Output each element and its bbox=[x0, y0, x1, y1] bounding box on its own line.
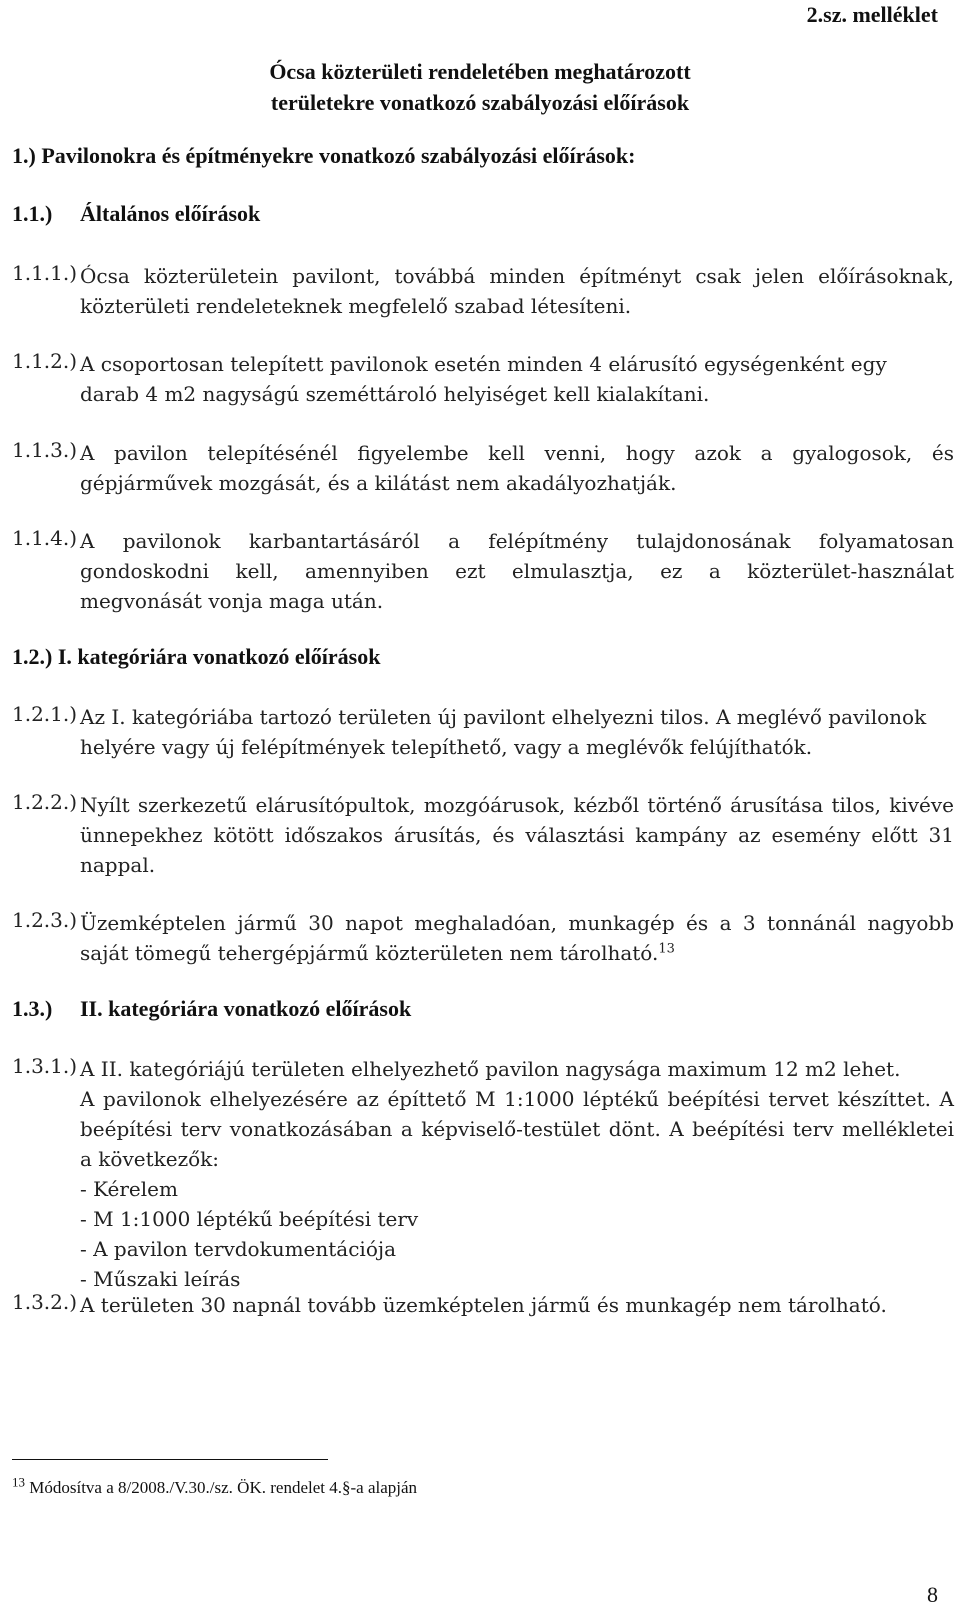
para-1-2-2-number: 1.2.2.) bbox=[12, 790, 78, 814]
para-1-2-3-line: Üzemképtelen jármű 30 napot meghaladóan, munkagép és a 3 tonnánál nagyobb bbox=[80, 911, 954, 935]
para-1-2-3-line bbox=[80, 938, 954, 968]
para-1-1-3 bbox=[80, 438, 954, 498]
para-1-1-2-line: A csoportosan telepített pavilonok esetén minden 4 elárusító egységenként egy bbox=[80, 352, 887, 376]
footnote-divider bbox=[12, 1459, 328, 1460]
para-1-1-4-number: 1.1.4.) bbox=[12, 526, 78, 550]
para-1-3-1-number: 1.3.1.) bbox=[12, 1054, 78, 1078]
para-1-1-1-line: Ócsa közterületein pavilont, továbbá minden építményt csak jelen előírásoknak, bbox=[80, 264, 954, 288]
para-1-3-2 bbox=[80, 1290, 954, 1320]
annex-label: 2.sz. melléklet bbox=[806, 2, 938, 27]
para-1-1-2-line: darab 4 m2 nagyságú szeméttároló helyiséget kell kialakítani. bbox=[80, 382, 710, 406]
para-1-2-3-line-text: saját tömegű tehergépjármű közterületen nem tárolható. bbox=[80, 941, 659, 965]
para-1-1-3-number: 1.1.3.) bbox=[12, 438, 78, 462]
para-1-3-1 bbox=[80, 1054, 954, 1294]
para-1-1-4-line: gondoskodni kell, amennyiben ezt elmulasztja, ez a közterület-használat bbox=[80, 559, 954, 583]
section-1-1-number: 1.1.) bbox=[12, 201, 53, 226]
footnote bbox=[12, 1474, 418, 1498]
para-1-1-4-line: A pavilonok karbantartásáról a felépítmény tulajdonosának folyamatosan bbox=[80, 529, 954, 553]
list-item: - A pavilon tervdokumentációja bbox=[80, 1237, 396, 1261]
footnote-text: Módosítva a 8/2008./V.30./sz. ÖK. rendelet 4.§-a alapján bbox=[29, 1478, 418, 1497]
page-number: 8 bbox=[927, 1582, 938, 1607]
section-1-3-heading: II. kategóriára vonatkozó előírások bbox=[80, 996, 412, 1021]
section-1-heading: 1.) Pavilonokra és építményekre vonatkozó szabályozási előírások: bbox=[12, 143, 636, 168]
para-1-2-2-line: Nyílt szerkezetű elárusítópultok, mozgóárusok, kézből történő árusítása tilos, kivéve bbox=[80, 793, 954, 817]
para-1-3-1-line: a következők: bbox=[80, 1147, 220, 1171]
footnote-reference[interactable]: 13 bbox=[658, 941, 675, 957]
para-1-1-4-line: megvonását vonja maga után. bbox=[80, 589, 384, 613]
title-line-2: területekre vonatkozó szabályozási előírások bbox=[270, 90, 690, 115]
para-1-3-1-line: A II. kategóriájú területen elhelyezhető pavilon nagysága maximum 12 m2 lehet. bbox=[80, 1057, 901, 1081]
para-1-1-3-line: gépjárművek mozgását, és a kilátást nem akadályozhatják. bbox=[80, 471, 677, 495]
para-1-3-1-line: beépítési terv vonatkozásában a képviselő-testület dönt. A beépítési terv mellékletei bbox=[80, 1117, 954, 1141]
para-1-1-1 bbox=[80, 261, 954, 321]
para-1-2-3 bbox=[80, 908, 954, 968]
list-item: - Kérelem bbox=[80, 1177, 178, 1201]
list-item: - Műszaki leírás bbox=[80, 1267, 241, 1291]
section-1-1-heading: Általános előírások bbox=[80, 201, 261, 226]
section-1-2-heading: 1.2.) I. kategóriára vonatkozó előírások bbox=[12, 644, 381, 669]
footnote-mark: 13 bbox=[12, 1474, 25, 1490]
para-1-2-3-number: 1.2.3.) bbox=[12, 908, 78, 932]
page-title bbox=[0, 56, 960, 118]
list-item: - M 1:1000 léptékű beépítési terv bbox=[80, 1207, 419, 1231]
para-1-2-1-line: Az I. kategóriába tartozó területen új pavilont elhelyezni tilos. A meglévő pavilonok bbox=[80, 705, 927, 729]
para-1-1-2-number: 1.1.2.) bbox=[12, 349, 78, 373]
para-1-1-1-number: 1.1.1.) bbox=[12, 261, 78, 285]
para-1-3-1-line: A pavilonok elhelyezésére az építtető M 1:1000 léptékű beépítési tervet készíttet. A bbox=[80, 1087, 954, 1111]
para-1-3-2-line: A területen 30 napnál tovább üzemképtelen jármű és munkagép nem tárolható. bbox=[80, 1293, 887, 1317]
title-line-1: Ócsa közterületi rendeletében meghatározott bbox=[269, 59, 691, 84]
para-1-2-2-line: nappal. bbox=[80, 853, 156, 877]
para-1-2-1 bbox=[80, 702, 954, 762]
para-1-2-1-line: helyére vagy új felépítmények telepíthető, vagy a meglévők felújíthatók. bbox=[80, 735, 813, 759]
para-1-1-4 bbox=[80, 526, 954, 616]
para-1-2-1-number: 1.2.1.) bbox=[12, 702, 78, 726]
section-1-3-number: 1.3.) bbox=[12, 996, 53, 1021]
para-1-1-2 bbox=[80, 349, 887, 409]
para-1-2-2-line: ünnepekhez kötött időszakos árusítás, és választási kampány az esemény előtt 31 bbox=[80, 823, 954, 847]
para-1-1-1-line: közterületi rendeleteknek megfelelő szabad létesíteni. bbox=[80, 294, 632, 318]
para-1-1-3-line: A pavilon telepítésénél figyelembe kell venni, hogy azok a gyalogosok, és bbox=[80, 441, 954, 465]
para-1-3-2-number: 1.3.2.) bbox=[12, 1290, 78, 1314]
para-1-2-2 bbox=[80, 790, 954, 880]
